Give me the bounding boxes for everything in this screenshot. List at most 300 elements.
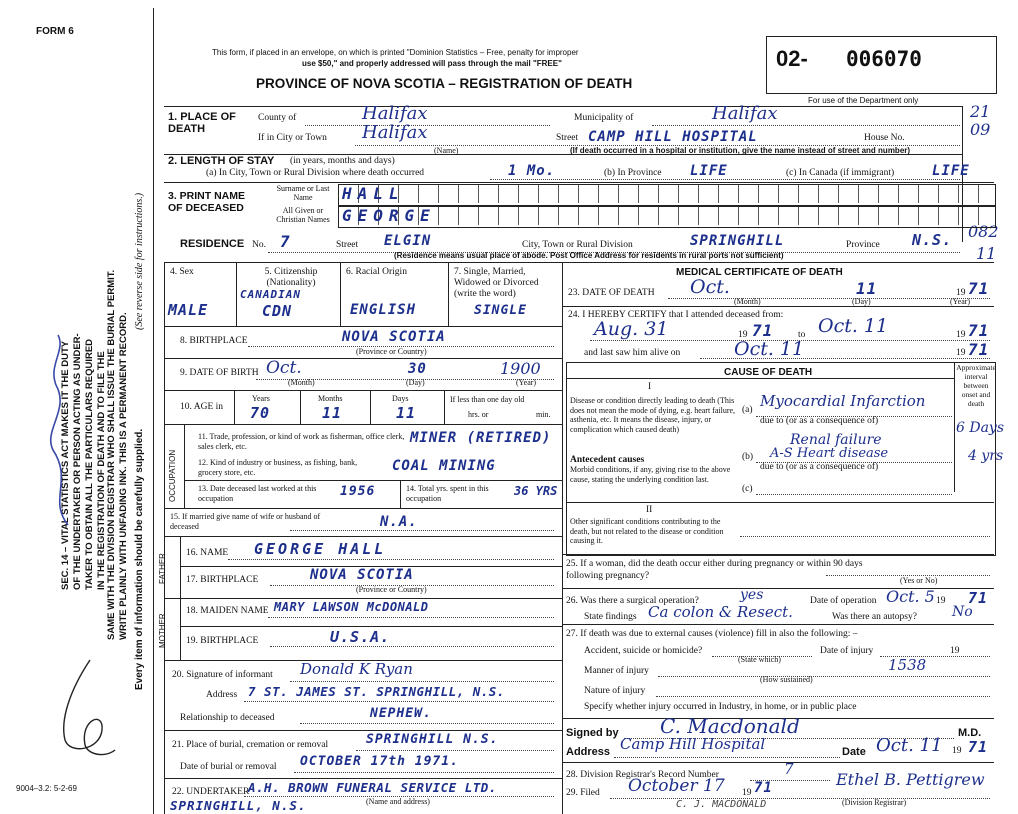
last-worked-value: 1956: [340, 484, 376, 499]
rule: [184, 480, 562, 481]
burial-place: SPRINGHILL N.S.: [366, 732, 499, 747]
relationship-value: NEPHEW.: [370, 706, 432, 721]
letter-cell: [738, 185, 739, 203]
month-caption: (Month): [734, 297, 761, 306]
direct-cause-label: Disease or condition directly leading to death (This does not mean the mode of dying, e.g. heart failure, asthenia, etc. It means the disease, injury, or complication which caused death): [570, 396, 736, 434]
street-value: CAMP HILL HOSPITAL: [588, 129, 758, 145]
cause-a-interval: 6 Days: [956, 420, 1005, 436]
given-names-label: All Given or Christian Names: [276, 206, 330, 224]
year-prefix: 19: [742, 788, 752, 798]
findings-value: Ca colon & Resect.: [648, 603, 793, 621]
letter-cell: [818, 185, 819, 203]
medical-title: MEDICAL CERTIFICATE OF DEATH: [676, 267, 843, 278]
how-sustained-caption: (How sustained): [760, 675, 813, 684]
burial-place-label: 21. Place of burial, cremation or removal: [172, 740, 329, 750]
letter-cell: [898, 207, 899, 225]
total-years-value: 36 YRS: [514, 484, 558, 498]
cause-a-value: Myocardial Infarction: [760, 392, 926, 410]
rule: [400, 480, 401, 508]
dept-use-note: For use of the Department only: [808, 96, 919, 105]
surname-label: Surname or Last Name: [276, 184, 330, 202]
letter-cell: [678, 185, 679, 203]
op-year: 71: [968, 589, 989, 607]
letter-cell: [578, 207, 579, 225]
filed-year: 71: [754, 780, 773, 796]
mother-birthplace-label: 19. BIRTHPLACE: [186, 636, 259, 646]
residence-province-label: Province: [846, 240, 880, 250]
rule: [340, 262, 341, 326]
dotted-line: [652, 125, 960, 126]
injury-time: 1538: [888, 656, 927, 674]
stay-label: 2. LENGTH OF STAY: [168, 155, 275, 167]
reg-prefix: 02-: [776, 46, 808, 71]
due-to-label: due to (or as a consequence of): [760, 416, 879, 426]
antecedent-desc: Morbid conditions, if any, giving rise to the above cause, stating the underlying condition last.: [570, 465, 731, 484]
days-label: Days: [392, 394, 409, 403]
age-label: 10. AGE in: [180, 402, 224, 412]
birthplace-label: 8. BIRTHPLACE: [180, 336, 248, 346]
due-to-label: due to (or as a consequence of): [760, 462, 879, 472]
letter-cell: [418, 185, 419, 203]
findings-label: State findings: [584, 612, 637, 622]
manner-label: Manner of injury: [584, 666, 649, 676]
margin-signature-scribble: [38, 330, 78, 530]
sex-value: MALE: [168, 301, 209, 319]
total-years-label: 14. Total yrs. spent in this occupation: [406, 484, 489, 503]
stay-sub: (in years, months and days): [290, 156, 395, 166]
informant-address-label: Address: [206, 690, 238, 700]
street-label: Street: [556, 133, 579, 143]
letter-cell: [618, 207, 619, 225]
print-name-label: 3. PRINT NAME OF DECEASED: [168, 190, 246, 214]
envelope-note-1: This form, if placed in an envelope, on which is printed "Dominion Statistics – Free, penalty for improper: [212, 48, 579, 57]
year-prefix: 19: [936, 596, 946, 606]
rule: [164, 730, 562, 731]
letter-cell: [938, 185, 939, 203]
death-day: 11: [856, 279, 878, 298]
rule: [164, 182, 994, 183]
province-caption: (Province or Country): [356, 585, 427, 594]
letter-cell: [438, 207, 439, 225]
state-which-caption: (State which): [738, 655, 781, 664]
stay-b-value: LIFE: [690, 163, 728, 179]
dotted-line: [658, 676, 990, 677]
registrar-caption: (Division Registrar): [842, 798, 907, 807]
injury-year-prefix: 19: [950, 646, 960, 656]
letter-cell: [478, 207, 479, 225]
stay-a-value: 1 Mo.: [508, 163, 556, 179]
letter-cell: [778, 207, 779, 225]
rule: [236, 262, 237, 326]
letter-cell: [658, 207, 659, 225]
year-prefix: 19: [738, 330, 748, 340]
rule: [180, 626, 562, 627]
letter-cell: [538, 185, 539, 203]
letter-cell: [758, 207, 759, 225]
signed-by-value: C. Macdonald: [660, 714, 800, 738]
father-birthplace: NOVA SCOTIA: [310, 567, 414, 583]
informant-address: 7 ST. JAMES ST. SPRINGHILL, N.S.: [248, 684, 505, 699]
sex-label: 4. Sex: [170, 267, 194, 277]
letter-cell: [438, 185, 439, 203]
signer-address-label: Address: [566, 746, 611, 758]
md-label: M.D.: [958, 727, 982, 739]
mother-birthplace: U.S.A.: [330, 628, 391, 646]
letter-cell: [638, 207, 639, 225]
rule: [164, 598, 562, 599]
autopsy-value: No: [952, 604, 973, 620]
citizenship-code: CDN: [262, 302, 293, 320]
death-month: Oct.: [690, 276, 730, 298]
column-divider: [562, 262, 563, 814]
dotted-line: [700, 358, 990, 359]
undertaker-town: SPRINGHILL, N.S.: [170, 798, 307, 813]
specify-label: Specify whether injury occurred in Industry, in home, or in public place: [584, 702, 857, 712]
nature-label: Nature of injury: [584, 686, 646, 696]
dotted-line: [294, 772, 554, 773]
letter-cell: [898, 185, 899, 203]
margin-initial-scribble: [40, 650, 120, 760]
q26-value: yes: [740, 587, 764, 603]
rule: [164, 390, 562, 391]
age-years: 70: [250, 404, 271, 422]
letter-cell: [878, 185, 879, 203]
dotted-line: [356, 750, 554, 751]
attended-to: Oct. 11: [818, 315, 889, 337]
reverse-note: (See reverse side for instructions.): [134, 192, 145, 330]
letter-cell: [758, 185, 759, 203]
rule: [370, 390, 371, 424]
signer-address: Camp Hill Hospital: [620, 735, 766, 753]
year-prefix: 19: [956, 288, 966, 298]
racial-label: 6. Racial Origin: [346, 267, 407, 277]
letter-cell: [458, 185, 459, 203]
letter-cell: [658, 185, 659, 203]
letter-cell: [518, 207, 519, 225]
hospital-note: (If death occurred in a hospital or institution, give the name instead of street and number): [570, 146, 911, 155]
last-seen-year: 71: [968, 340, 990, 359]
q25-label: 25. If a woman, did the death occur either during pregnancy or within 90 days following pregnancy?: [566, 559, 863, 581]
racial-value: ENGLISH: [350, 302, 417, 318]
residence-province: N.S.: [912, 231, 953, 249]
last-seen-label: and last saw him alive on: [584, 348, 681, 358]
dotted-line: [610, 798, 990, 799]
letter-cell: [678, 207, 679, 225]
residence-street-label: Street: [336, 240, 359, 250]
statute-line: TAKER TO OBTAIN ALL THE PARTICULARS REQUIRED: [84, 338, 95, 590]
rule: [164, 778, 562, 779]
other-conditions-label: Other significant conditions contributing to the death, but not related to the disease or condition causing it.: [570, 517, 724, 545]
antecedent-label: Antecedent causes: [570, 455, 645, 465]
rule: [164, 154, 962, 155]
letter-cell: [698, 207, 699, 225]
letter-cell: [498, 207, 499, 225]
letter-cell: [918, 207, 919, 225]
year-caption: (Year): [516, 378, 537, 387]
dotted-line: [668, 298, 990, 299]
rule: [164, 508, 562, 509]
citizenship-value: CANADIAN: [240, 288, 301, 301]
cause-b-value-2: A-S Heart disease: [770, 446, 889, 461]
last-worked-label: 13. Date deceased last worked at this occupation: [198, 484, 317, 503]
residence-no-label: No.: [252, 240, 266, 250]
signed-by-label: Signed by: [566, 727, 619, 739]
industry-label: 12. Kind of industry or business, as fishing, bank, grocery store, etc.: [198, 458, 358, 477]
rule: [562, 624, 994, 625]
letter-cell: [778, 185, 779, 203]
month-caption: (Month): [288, 378, 315, 387]
year-prefix: 19: [952, 746, 962, 756]
dotted-line: [490, 179, 960, 180]
age-months: 11: [322, 404, 343, 422]
cause-b-value: Renal failure: [790, 432, 882, 448]
injury-date-label: Date of injury: [820, 646, 874, 656]
letter-cell: [798, 185, 799, 203]
cause-b-interval: 4 yrs: [968, 448, 1004, 464]
day-caption: (Day): [852, 297, 871, 306]
rule: [180, 536, 181, 600]
min-label: min.: [536, 410, 551, 419]
marital-value: SINGLE: [474, 303, 527, 318]
envelope-note-2: use $50," and properly addressed will pass through the mail "FREE": [302, 59, 562, 68]
rule: [562, 554, 994, 555]
stay-b-label: (b) In Province: [604, 168, 662, 178]
letter-cell: [798, 207, 799, 225]
dob-year: 1900: [500, 359, 541, 378]
autopsy-label: Was there an autopsy?: [832, 612, 917, 622]
rule: [164, 326, 562, 327]
dept-code: 09: [970, 120, 991, 139]
supply-note: Every item of information should be carefully supplied.: [134, 428, 145, 690]
dotted-line: [656, 696, 990, 697]
rule: [566, 378, 954, 379]
certify-label: 24. I HEREBY CERTIFY that I attended deceased from:: [568, 310, 784, 320]
dotted-line: [614, 757, 840, 758]
rule: [164, 424, 562, 425]
municipality-value: Halifax: [712, 103, 778, 124]
residence-label: RESIDENCE: [180, 238, 245, 250]
birthplace-value: NOVA SCOTIA: [342, 329, 446, 345]
stay-c-label: (c) In Canada (if immigrant): [786, 168, 895, 178]
op-date-label: Date of operation: [810, 596, 877, 606]
letter-cell: [838, 185, 839, 203]
letter-cell: [598, 207, 599, 225]
accident-label: Accident, suicide or homicide?: [584, 646, 703, 656]
letter-cell: [958, 185, 959, 203]
death-year: 71: [968, 279, 990, 298]
q29-label: 29. Filed: [566, 788, 600, 798]
statute-line: SEC. 14 – VITAL STATISTICS ACT MAKES IT THE DUTY: [60, 340, 71, 590]
rule: [448, 262, 449, 326]
letter-cell: [878, 207, 879, 225]
reg-number: 006070: [846, 47, 922, 71]
rule: [566, 502, 994, 503]
year-prefix: 19: [956, 330, 966, 340]
mother-maiden-label: 18. MAIDEN NAME: [186, 606, 269, 616]
death-date-label: 23. DATE OF DEATH: [568, 288, 655, 298]
dotted-line: [268, 617, 554, 618]
relationship-label: Relationship to deceased: [180, 713, 275, 723]
left-margin-rule: [153, 8, 154, 814]
burial-date: OCTOBER 17th 1971.: [300, 754, 459, 769]
dept-code: 11: [976, 244, 997, 263]
dotted-line: [270, 646, 554, 647]
attended-to-year: 71: [968, 321, 990, 340]
part-two: II: [646, 505, 653, 515]
months-label: Months: [318, 394, 343, 403]
spouse-value: N.A.: [380, 514, 418, 530]
dept-code: 21: [970, 102, 991, 121]
letter-cell: [618, 185, 619, 203]
form-code: 9004–3.2: 5-2-69: [16, 784, 77, 793]
letter-cell: [918, 185, 919, 203]
hrs-label: hrs. or: [468, 410, 489, 419]
letter-cell: [978, 207, 979, 225]
city-label: If in City or Town: [258, 133, 327, 143]
letter-cell: [578, 185, 579, 203]
part-one: I: [648, 382, 652, 392]
dob-label: 9. DATE OF BIRTH: [180, 368, 259, 378]
rule: [164, 106, 962, 107]
father-name: GEORGE HALL: [254, 540, 387, 558]
sign-date: Oct. 11: [876, 735, 943, 756]
registrar-stamp: C. J. MACDONALD: [676, 799, 767, 810]
informant-signature: Donald K Ryan: [300, 660, 413, 678]
dob-month: Oct.: [266, 358, 302, 378]
letter-cell: [458, 207, 459, 225]
rule: [562, 262, 994, 263]
dept-code: 082: [968, 222, 999, 241]
statute-line: SAME WITH THE DIVISION REGISTRAR WHO SHALL ISSUE THE BURIAL PERMIT.: [106, 269, 117, 640]
industry-value: COAL MINING: [392, 458, 496, 474]
letter-cell: [478, 185, 479, 203]
statute-line: IN THE REGISTRATION OF DEATH AND TO FILE THE: [96, 351, 107, 590]
letter-cell: [978, 185, 979, 203]
father-side-label: FATHER: [158, 553, 167, 584]
letter-cell: [718, 185, 719, 203]
letter-cell: [938, 207, 939, 225]
rule: [164, 536, 562, 537]
q27-label: 27. If death was due to external causes (violence) fill in also the following: –: [566, 629, 858, 639]
attended-from-year: 71: [752, 321, 774, 340]
registrar-signature: Ethel B. Pettigrew: [836, 770, 985, 789]
dotted-line: [228, 559, 554, 560]
given-names-value: GEORGE: [342, 206, 436, 225]
undertaker-name: A.H. BROWN FUNERAL SERVICE LTD.: [248, 780, 497, 795]
residence-note: (Residence means usual place of abode. Post Office Address for residents in rural ports not sufficient): [394, 251, 784, 260]
letter-cell: [558, 207, 559, 225]
letter-cell: [558, 185, 559, 203]
father-name-label: 16. NAME: [186, 548, 229, 558]
mother-maiden: MARY LAWSON McDONALD: [274, 600, 429, 614]
stay-c-value: LIFE: [932, 163, 970, 179]
surname-value: HALL: [342, 184, 405, 203]
sign-date-label: Date: [842, 746, 866, 758]
mother-side-label: MOTHER: [158, 613, 167, 648]
rule: [444, 390, 445, 424]
spouse-label: 15. If married give name of wife or husband of deceased: [170, 512, 321, 531]
occupation-side-label: OCCUPATION: [168, 449, 177, 502]
op-date: Oct. 5: [886, 587, 935, 606]
attended-from: Aug. 31: [594, 318, 669, 340]
q28-value: 7: [784, 760, 794, 778]
dotted-line: [756, 494, 952, 495]
burial-date-label: Date of burial or removal: [180, 762, 277, 772]
marital-label: 7. Single, Married, Widowed or Divorced (write the word): [454, 267, 539, 299]
q28-label: 28. Division Registrar's Record Number: [566, 770, 719, 780]
residence-city: SPRINGHILL: [690, 233, 785, 249]
municipality-label: Municipality of: [574, 113, 634, 123]
rule: [184, 424, 185, 508]
letter-cell: [538, 207, 539, 225]
year-prefix: 19: [956, 348, 966, 358]
day-caption: (Day): [406, 378, 425, 387]
statute-line: WRITE PLAINLY WITH UNFADING INK. THIS IS A PERMANENT RECORD.: [118, 312, 129, 640]
citizenship-label: 5. Citizenship (Nationality): [264, 267, 318, 288]
letter-cell: [498, 185, 499, 203]
dotted-line: [290, 681, 554, 682]
residence-street: ELGIN: [384, 233, 432, 249]
rule: [954, 362, 955, 492]
letter-cell: [718, 207, 719, 225]
letter-cell: [818, 207, 819, 225]
name-caption: (Name): [434, 146, 459, 155]
cause-b-label: (b): [742, 452, 754, 462]
q26-label: 26. Was there a surgical operation?: [566, 596, 699, 606]
rule: [180, 598, 181, 660]
form-label: FORM 6: [36, 26, 74, 37]
letter-cell: [858, 207, 859, 225]
rule: [300, 390, 301, 424]
to-label: to: [798, 330, 806, 340]
dotted-line: [740, 536, 990, 537]
informant-sig-label: 20. Signature of informant: [172, 670, 273, 680]
letter-cell: [518, 185, 519, 203]
filed-date: October 17: [628, 776, 725, 796]
form-title: PROVINCE OF NOVA SCOTIA – REGISTRATION OF DEATH: [256, 76, 633, 91]
province-caption: (Province or Country): [356, 347, 427, 356]
letter-cell: [638, 185, 639, 203]
city-value: Halifax: [362, 122, 428, 143]
undertaker-caption: (Name and address): [366, 797, 430, 806]
father-birthplace-label: 17. BIRTHPLACE: [186, 575, 259, 585]
cause-a-label: (a): [742, 405, 753, 415]
letter-cell: [598, 185, 599, 203]
cause-title: CAUSE OF DEATH: [724, 367, 813, 378]
rule: [562, 306, 994, 307]
residence-city-label: City, Town or Rural Division: [522, 240, 633, 250]
letter-cell: [698, 185, 699, 203]
rule: [234, 390, 235, 424]
residence-no: 7: [280, 232, 291, 251]
letter-cell: [838, 207, 839, 225]
county-label: County of: [258, 113, 297, 123]
yes-no-caption: (Yes or No): [900, 576, 938, 585]
dotted-line: [290, 530, 554, 531]
dotted-line: [300, 723, 554, 724]
age-days: 11: [396, 404, 417, 422]
year-caption: (Year): [950, 297, 971, 306]
dotted-line: [244, 701, 554, 702]
less-day-label: If less than one day old: [450, 395, 525, 404]
house-no-label: House No.: [864, 133, 905, 143]
interval-label: Approximate interval between onset and death: [956, 363, 996, 408]
rule: [562, 762, 994, 763]
dob-day: 30: [408, 361, 427, 377]
letter-cell: [858, 185, 859, 203]
trade-value: MINER (RETIRED): [410, 430, 552, 446]
left-column-rule: [164, 262, 165, 814]
